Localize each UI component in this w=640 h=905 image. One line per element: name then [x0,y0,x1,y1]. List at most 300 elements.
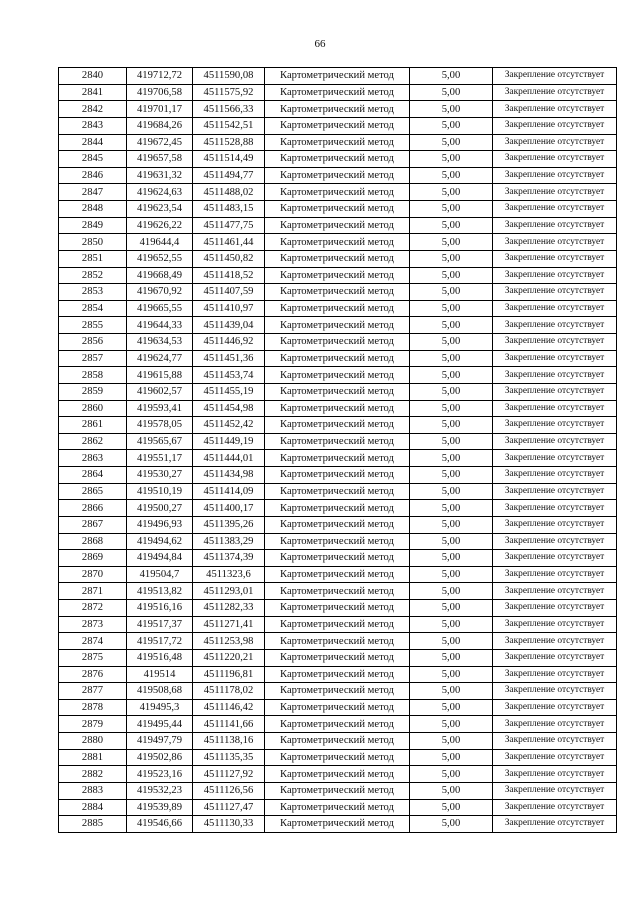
x-coordinate-cell: 419624,63 [127,184,193,201]
x-coordinate-cell: 419644,4 [127,234,193,251]
x-coordinate-cell: 419652,55 [127,250,193,267]
fixing-note-cell: Закрепление отсутствует [493,516,617,533]
table-row [59,733,617,750]
method-cell: Картометрический метод [265,201,410,218]
table-row [59,267,617,284]
point-number-cell: 2852 [59,267,127,284]
x-coordinate-cell: 419670,92 [127,284,193,301]
fixing-note-cell: Закрепление отсутствует [493,134,617,151]
y-coordinate-cell: 4511461,44 [193,234,265,251]
table-row [59,383,617,400]
y-coordinate-cell: 4511542,51 [193,117,265,134]
fixing-note-cell: Закрепление отсутствует [493,450,617,467]
x-coordinate-cell: 419578,05 [127,417,193,434]
method-cell: Картометрический метод [265,616,410,633]
point-number-cell: 2863 [59,450,127,467]
method-cell: Картометрический метод [265,317,410,334]
x-coordinate-cell: 419494,84 [127,550,193,567]
x-coordinate-cell: 419516,16 [127,600,193,617]
method-cell: Картометрический метод [265,151,410,168]
point-number-cell: 2861 [59,417,127,434]
y-coordinate-cell: 4511138,16 [193,733,265,750]
point-number-cell: 2865 [59,483,127,500]
fixing-note-cell: Закрепление отсутствует [493,816,617,833]
accuracy-cell: 5,00 [410,101,493,118]
table-row [59,151,617,168]
y-coordinate-cell: 4511566,33 [193,101,265,118]
table-row [59,583,617,600]
fixing-note-cell: Закрепление отсутствует [493,699,617,716]
point-number-cell: 2875 [59,649,127,666]
x-coordinate-cell: 419672,45 [127,134,193,151]
fixing-note-cell: Закрепление отсутствует [493,683,617,700]
accuracy-cell: 5,00 [410,666,493,683]
point-number-cell: 2841 [59,84,127,101]
y-coordinate-cell: 4511439,04 [193,317,265,334]
x-coordinate-cell: 419665,55 [127,300,193,317]
point-number-cell: 2842 [59,101,127,118]
x-coordinate-cell: 419602,57 [127,383,193,400]
y-coordinate-cell: 4511220,21 [193,649,265,666]
method-cell: Картометрический метод [265,400,410,417]
y-coordinate-cell: 4511400,17 [193,500,265,517]
accuracy-cell: 5,00 [410,600,493,617]
accuracy-cell: 5,00 [410,516,493,533]
x-coordinate-cell: 419657,58 [127,151,193,168]
x-coordinate-cell: 419644,33 [127,317,193,334]
method-cell: Картометрический метод [265,550,410,567]
method-cell: Картометрический метод [265,117,410,134]
table-row [59,666,617,683]
y-coordinate-cell: 4511453,74 [193,367,265,384]
fixing-note-cell: Закрепление отсутствует [493,533,617,550]
table-row [59,134,617,151]
method-cell: Картометрический метод [265,417,410,434]
y-coordinate-cell: 4511293,01 [193,583,265,600]
accuracy-cell: 5,00 [410,350,493,367]
y-coordinate-cell: 4511395,26 [193,516,265,533]
x-coordinate-cell: 419496,93 [127,516,193,533]
table-row [59,250,617,267]
table-row [59,201,617,218]
x-coordinate-cell: 419539,89 [127,799,193,816]
y-coordinate-cell: 4511126,56 [193,782,265,799]
accuracy-cell: 5,00 [410,400,493,417]
accuracy-cell: 5,00 [410,167,493,184]
accuracy-cell: 5,00 [410,733,493,750]
x-coordinate-cell: 419668,49 [127,267,193,284]
x-coordinate-cell: 419634,53 [127,334,193,351]
accuracy-cell: 5,00 [410,683,493,700]
method-cell: Картометрический метод [265,782,410,799]
accuracy-cell: 5,00 [410,300,493,317]
fixing-note-cell: Закрепление отсутствует [493,467,617,484]
y-coordinate-cell: 4511444,01 [193,450,265,467]
accuracy-cell: 5,00 [410,583,493,600]
point-number-cell: 2876 [59,666,127,683]
table-row [59,782,617,799]
x-coordinate-cell: 419510,19 [127,483,193,500]
method-cell: Картометрический метод [265,450,410,467]
fixing-note-cell: Закрепление отсутствует [493,749,617,766]
table-row [59,516,617,533]
x-coordinate-cell: 419514 [127,666,193,683]
x-coordinate-cell: 419517,37 [127,616,193,633]
table-row [59,533,617,550]
accuracy-cell: 5,00 [410,317,493,334]
y-coordinate-cell: 4511575,92 [193,84,265,101]
y-coordinate-cell: 4511446,92 [193,334,265,351]
x-coordinate-cell: 419624,77 [127,350,193,367]
table-row [59,433,617,450]
accuracy-cell: 5,00 [410,383,493,400]
accuracy-cell: 5,00 [410,151,493,168]
fixing-note-cell: Закрепление отсутствует [493,417,617,434]
method-cell: Картометрический метод [265,101,410,118]
table-row [59,799,617,816]
accuracy-cell: 5,00 [410,201,493,218]
fixing-note-cell: Закрепление отсутствует [493,250,617,267]
fixing-note-cell: Закрепление отсутствует [493,84,617,101]
x-coordinate-cell: 419495,3 [127,699,193,716]
accuracy-cell: 5,00 [410,250,493,267]
fixing-note-cell: Закрепление отсутствует [493,600,617,617]
fixing-note-cell: Закрепление отсутствует [493,317,617,334]
coordinates-table [58,67,617,833]
fixing-note-cell: Закрепление отсутствует [493,350,617,367]
point-number-cell: 2874 [59,633,127,650]
method-cell: Картометрический метод [265,334,410,351]
x-coordinate-cell: 419701,17 [127,101,193,118]
x-coordinate-cell: 419712,72 [127,68,193,85]
fixing-note-cell: Закрепление отсутствует [493,184,617,201]
method-cell: Картометрический метод [265,350,410,367]
accuracy-cell: 5,00 [410,334,493,351]
accuracy-cell: 5,00 [410,267,493,284]
fixing-note-cell: Закрепление отсутствует [493,799,617,816]
table-row [59,749,617,766]
fixing-note-cell: Закрепление отсутствует [493,217,617,234]
x-coordinate-cell: 419631,32 [127,167,193,184]
table-row [59,350,617,367]
accuracy-cell: 5,00 [410,699,493,716]
method-cell: Картометрический метод [265,433,410,450]
table-row [59,284,617,301]
method-cell: Картометрический метод [265,583,410,600]
accuracy-cell: 5,00 [410,433,493,450]
x-coordinate-cell: 419500,27 [127,500,193,517]
table-row [59,766,617,783]
fixing-note-cell: Закрепление отсутствует [493,151,617,168]
method-cell: Картометрический метод [265,284,410,301]
method-cell: Картометрический метод [265,600,410,617]
x-coordinate-cell: 419532,23 [127,782,193,799]
point-number-cell: 2858 [59,367,127,384]
point-number-cell: 2872 [59,600,127,617]
accuracy-cell: 5,00 [410,649,493,666]
table-row [59,184,617,201]
x-coordinate-cell: 419626,22 [127,217,193,234]
x-coordinate-cell: 419513,82 [127,583,193,600]
point-number-cell: 2878 [59,699,127,716]
fixing-note-cell: Закрепление отсутствует [493,400,617,417]
accuracy-cell: 5,00 [410,68,493,85]
accuracy-cell: 5,00 [410,234,493,251]
point-number-cell: 2855 [59,317,127,334]
accuracy-cell: 5,00 [410,749,493,766]
y-coordinate-cell: 4511451,36 [193,350,265,367]
accuracy-cell: 5,00 [410,417,493,434]
y-coordinate-cell: 4511452,42 [193,417,265,434]
fixing-note-cell: Закрепление отсутствует [493,500,617,517]
method-cell: Картометрический метод [265,467,410,484]
table-row [59,84,617,101]
accuracy-cell: 5,00 [410,533,493,550]
y-coordinate-cell: 4511146,42 [193,699,265,716]
point-number-cell: 2849 [59,217,127,234]
method-cell: Картометрический метод [265,749,410,766]
point-number-cell: 2877 [59,683,127,700]
y-coordinate-cell: 4511488,02 [193,184,265,201]
point-number-cell: 2853 [59,284,127,301]
point-number-cell: 2879 [59,716,127,733]
table-row [59,500,617,517]
table-row [59,417,617,434]
method-cell: Картометрический метод [265,250,410,267]
y-coordinate-cell: 4511528,88 [193,134,265,151]
method-cell: Картометрический метод [265,300,410,317]
method-cell: Картометрический метод [265,184,410,201]
fixing-note-cell: Закрепление отсутствует [493,616,617,633]
fixing-note-cell: Закрепление отсутствует [493,383,617,400]
method-cell: Картометрический метод [265,816,410,833]
y-coordinate-cell: 4511130,33 [193,816,265,833]
x-coordinate-cell: 419684,26 [127,117,193,134]
point-number-cell: 2885 [59,816,127,833]
method-cell: Картометрический метод [265,167,410,184]
point-number-cell: 2868 [59,533,127,550]
fixing-note-cell: Закрепление отсутствует [493,234,617,251]
y-coordinate-cell: 4511127,47 [193,799,265,816]
accuracy-cell: 5,00 [410,217,493,234]
y-coordinate-cell: 4511374,39 [193,550,265,567]
x-coordinate-cell: 419546,66 [127,816,193,833]
accuracy-cell: 5,00 [410,184,493,201]
point-number-cell: 2840 [59,68,127,85]
point-number-cell: 2866 [59,500,127,517]
fixing-note-cell: Закрепление отсутствует [493,550,617,567]
accuracy-cell: 5,00 [410,367,493,384]
x-coordinate-cell: 419504,7 [127,566,193,583]
fixing-note-cell: Закрепление отсутствует [493,433,617,450]
x-coordinate-cell: 419523,16 [127,766,193,783]
fixing-note-cell: Закрепление отсутствует [493,201,617,218]
fixing-note-cell: Закрепление отсутствует [493,334,617,351]
table-row [59,600,617,617]
method-cell: Картометрический метод [265,683,410,700]
fixing-note-cell: Закрепление отсутствует [493,367,617,384]
accuracy-cell: 5,00 [410,816,493,833]
point-number-cell: 2843 [59,117,127,134]
point-number-cell: 2846 [59,167,127,184]
fixing-note-cell: Закрепление отсутствует [493,733,617,750]
table-row [59,117,617,134]
accuracy-cell: 5,00 [410,117,493,134]
table-row [59,816,617,833]
method-cell: Картометрический метод [265,733,410,750]
fixing-note-cell: Закрепление отсутствует [493,782,617,799]
accuracy-cell: 5,00 [410,766,493,783]
table-row [59,101,617,118]
method-cell: Картометрический метод [265,666,410,683]
x-coordinate-cell: 419706,58 [127,84,193,101]
x-coordinate-cell: 419495,44 [127,716,193,733]
method-cell: Картометрический метод [265,516,410,533]
table-row [59,467,617,484]
y-coordinate-cell: 4511271,41 [193,616,265,633]
method-cell: Картометрический метод [265,699,410,716]
fixing-note-cell: Закрепление отсутствует [493,101,617,118]
table-row [59,400,617,417]
accuracy-cell: 5,00 [410,716,493,733]
point-number-cell: 2884 [59,799,127,816]
point-number-cell: 2880 [59,733,127,750]
x-coordinate-cell: 419508,68 [127,683,193,700]
y-coordinate-cell: 4511477,75 [193,217,265,234]
point-number-cell: 2870 [59,566,127,583]
point-number-cell: 2862 [59,433,127,450]
y-coordinate-cell: 4511418,52 [193,267,265,284]
fixing-note-cell: Закрепление отсутствует [493,300,617,317]
x-coordinate-cell: 419593,41 [127,400,193,417]
method-cell: Картометрический метод [265,68,410,85]
method-cell: Картометрический метод [265,234,410,251]
x-coordinate-cell: 419497,79 [127,733,193,750]
x-coordinate-cell: 419623,54 [127,201,193,218]
fixing-note-cell: Закрепление отсутствует [493,583,617,600]
table-row [59,450,617,467]
accuracy-cell: 5,00 [410,799,493,816]
y-coordinate-cell: 4511414,09 [193,483,265,500]
point-number-cell: 2860 [59,400,127,417]
fixing-note-cell: Закрепление отсутствует [493,716,617,733]
accuracy-cell: 5,00 [410,450,493,467]
method-cell: Картометрический метод [265,483,410,500]
method-cell: Картометрический метод [265,649,410,666]
fixing-note-cell: Закрепление отсутствует [493,566,617,583]
fixing-note-cell: Закрепление отсутствует [493,68,617,85]
x-coordinate-cell: 419565,67 [127,433,193,450]
point-number-cell: 2873 [59,616,127,633]
accuracy-cell: 5,00 [410,483,493,500]
point-number-cell: 2881 [59,749,127,766]
x-coordinate-cell: 419516,48 [127,649,193,666]
method-cell: Картометрический метод [265,500,410,517]
point-number-cell: 2869 [59,550,127,567]
table-row [59,234,617,251]
point-number-cell: 2857 [59,350,127,367]
accuracy-cell: 5,00 [410,284,493,301]
method-cell: Картометрический метод [265,533,410,550]
y-coordinate-cell: 4511449,19 [193,433,265,450]
method-cell: Картометрический метод [265,134,410,151]
accuracy-cell: 5,00 [410,550,493,567]
point-number-cell: 2844 [59,134,127,151]
table-row [59,683,617,700]
table-row [59,167,617,184]
accuracy-cell: 5,00 [410,782,493,799]
point-number-cell: 2864 [59,467,127,484]
method-cell: Картометрический метод [265,267,410,284]
y-coordinate-cell: 4511178,02 [193,683,265,700]
y-coordinate-cell: 4511383,29 [193,533,265,550]
table-row [59,217,617,234]
method-cell: Картометрический метод [265,217,410,234]
table-row [59,716,617,733]
accuracy-cell: 5,00 [410,134,493,151]
table-row [59,633,617,650]
x-coordinate-cell: 419502,86 [127,749,193,766]
fixing-note-cell: Закрепление отсутствует [493,117,617,134]
fixing-note-cell: Закрепление отсутствует [493,284,617,301]
point-number-cell: 2859 [59,383,127,400]
method-cell: Картометрический метод [265,84,410,101]
fixing-note-cell: Закрепление отсутствует [493,483,617,500]
table-row [59,649,617,666]
table-row [59,566,617,583]
y-coordinate-cell: 4511141,66 [193,716,265,733]
fixing-note-cell: Закрепление отсутствует [493,633,617,650]
y-coordinate-cell: 4511407,59 [193,284,265,301]
fixing-note-cell: Закрепление отсутствует [493,649,617,666]
y-coordinate-cell: 4511454,98 [193,400,265,417]
table-row [59,367,617,384]
method-cell: Картометрический метод [265,566,410,583]
y-coordinate-cell: 4511253,98 [193,633,265,650]
accuracy-cell: 5,00 [410,566,493,583]
table-row [59,550,617,567]
method-cell: Картометрический метод [265,383,410,400]
fixing-note-cell: Закрепление отсутствует [493,267,617,284]
method-cell: Картометрический метод [265,633,410,650]
y-coordinate-cell: 4511434,98 [193,467,265,484]
x-coordinate-cell: 419517,72 [127,633,193,650]
point-number-cell: 2882 [59,766,127,783]
point-number-cell: 2850 [59,234,127,251]
point-number-cell: 2848 [59,201,127,218]
accuracy-cell: 5,00 [410,467,493,484]
point-number-cell: 2851 [59,250,127,267]
table-row [59,699,617,716]
table-row [59,334,617,351]
table-row [59,317,617,334]
point-number-cell: 2854 [59,300,127,317]
x-coordinate-cell: 419530,27 [127,467,193,484]
table-body [59,68,617,833]
x-coordinate-cell: 419615,88 [127,367,193,384]
table-row [59,300,617,317]
x-coordinate-cell: 419551,17 [127,450,193,467]
method-cell: Картометрический метод [265,799,410,816]
method-cell: Картометрический метод [265,367,410,384]
point-number-cell: 2845 [59,151,127,168]
fixing-note-cell: Закрепление отсутствует [493,666,617,683]
fixing-note-cell: Закрепление отсутствует [493,766,617,783]
accuracy-cell: 5,00 [410,633,493,650]
y-coordinate-cell: 4511196,81 [193,666,265,683]
y-coordinate-cell: 4511514,49 [193,151,265,168]
y-coordinate-cell: 4511494,77 [193,167,265,184]
